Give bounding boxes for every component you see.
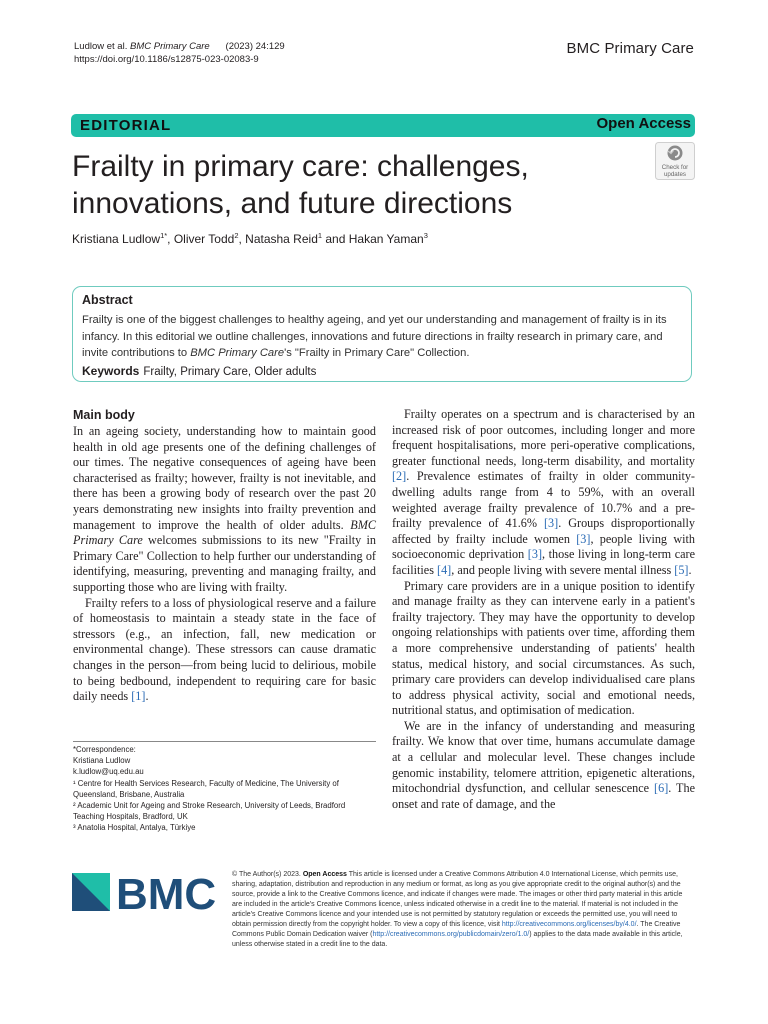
- paragraph-text: We are in the infancy of understanding and measuring frailty. We know that over time, humans accumulate damage at a cellular and molecular level. These changes include genomic instability, telomere attrition, epigenetic alterations, mitochondrial dysfunction, and cellular senescence: [392, 718, 695, 796]
- abstract-heading: Abstract: [82, 293, 133, 307]
- paragraph-text: , people living with socioeconomic deprivation: [392, 531, 695, 562]
- article-title: Frailty in primary care: challenges, innovations, and future directions: [72, 150, 529, 220]
- author-list: [72, 231, 428, 246]
- correspondence-name: Kristiana Ludlow: [73, 756, 131, 766]
- paragraph: [73, 424, 376, 596]
- license-open-access: Open Access: [302, 871, 347, 878]
- author[interactable]: [174, 232, 239, 246]
- license-url-cc0[interactable]: http://creativecommons.org/publicdomain/zero/1.0/: [372, 931, 530, 938]
- citation-link[interactable]: [3]: [544, 516, 559, 531]
- journal-italic: BMC Primary Care: [73, 517, 376, 548]
- paragraph-text: Frailty operates on a spectrum and is characterised by an increased risk of poor outcomes, including longer and more frequent hospitalisations, more peri-operative complications, greater functional needs, long-term disability, and mortality: [392, 407, 695, 468]
- citation-link[interactable]: [3]: [527, 547, 543, 562]
- affiliation-3: ³ Anatolia Hospital, Antalya, Türkiye: [73, 823, 196, 833]
- article-type-label: EDITORIAL: [80, 117, 172, 134]
- citation-journal: BMC Primary Care: [129, 41, 210, 52]
- footnotes: [73, 744, 376, 834]
- author-separator: and: [322, 232, 349, 246]
- citation-link[interactable]: [6]: [654, 781, 669, 796]
- paragraph-text: .: [145, 689, 149, 704]
- left-column: [73, 407, 376, 705]
- author-affiliation: 2: [234, 231, 239, 240]
- check-updates-line2: updates: [663, 171, 687, 178]
- license-body: This article is licensed under a Creative Commons Attribution 4.0 International License, which permits use, sharing, adaptation, distribution and reproduction in any medium or format, as long as you give appropriate credit to the original author(s) and the source, provide a link to the Creative Commons licence, and indicate if changes were made. The images or other third party material in this article are included in the article's Creative Commons licence, unless indicated otherwise in a credit line to the material. If material is not included in the article's Creative Commons licence and your intended use is not permitted by statutory regulation or exceeds the permitted use, you will need to obtain permission directly from the copyright holder. To view a copy of this licence, visit: [232, 871, 683, 928]
- affiliation-2: ² Academic Unit for Ageing and Stroke Research, University of Leeds, Bradford Teaching Hospitals, Bradford, UK: [73, 801, 346, 822]
- author-separator: ,: [238, 232, 246, 246]
- license-prefix: © The Author(s) 2023.: [232, 871, 301, 878]
- logo-text: BMC: [116, 870, 217, 916]
- paragraph: [73, 596, 376, 705]
- paragraph-text: . The onset and rate of damage, and the: [392, 781, 696, 811]
- author-name: Kristiana Ludlow: [72, 232, 161, 246]
- author-name: Oliver Todd: [173, 232, 235, 246]
- license-url-cc-by[interactable]: http://creativecommons.org/licenses/by/4.0/: [501, 921, 637, 928]
- open-access-label: Open Access: [596, 115, 691, 132]
- abstract-text: [82, 312, 682, 362]
- correspondence-email[interactable]: k.ludlow@uq.edu.au: [73, 767, 144, 777]
- paragraph-text: In an ageing society, understanding how to maintain good health in old age presents one of the defining challenges of our times. The negative consequences of ageing have been characterised as frailty; however, frailty is not inevitable, and there has been a growing body of research over the past 20 years demonstrating new insights into frailty prevention and management to improve the health of older adults.: [73, 424, 376, 532]
- author-affiliation: 3: [423, 231, 428, 240]
- author-affiliation: 1*: [160, 231, 168, 240]
- citation-link[interactable]: [2]: [392, 469, 407, 484]
- abstract-journal-italic: BMC Primary Care: [190, 347, 285, 359]
- citation-link[interactable]: [5]: [674, 562, 689, 577]
- journal-name: BMC Primary Care: [566, 40, 694, 57]
- citation-authors: Ludlow et al.: [74, 41, 128, 52]
- keywords-list: Frailty, Primary Care, Older adults: [143, 366, 317, 378]
- check-updates-line1: Check for: [661, 164, 689, 171]
- abstract-text-b: 's "Frailty in Primary Care" Collection.: [284, 347, 470, 359]
- citation-link[interactable]: [1]: [131, 689, 146, 704]
- citation-link[interactable]: [4]: [437, 562, 452, 577]
- check-for-updates-icon[interactable]: [655, 142, 695, 180]
- author-name: Natasha Reid: [245, 232, 318, 246]
- bmc-logo: [72, 870, 217, 916]
- paragraph-text: , those living in long-term care facilities: [392, 547, 696, 577]
- citation-line: [74, 40, 285, 53]
- author-separator: ,: [167, 232, 174, 246]
- keywords-label: Keywords: [82, 364, 140, 378]
- paragraph: [392, 407, 695, 579]
- author[interactable]: [72, 232, 167, 246]
- abstract-text-a: Frailty is one of the biggest challenges to healthy ageing, and yet our understanding and management of frailty is in its infancy. In this editorial we outline challenges, innovations and future directions in frailty research in primary care, and invite contributions to: [82, 314, 667, 359]
- paragraph-text: Frailty refers to a loss of physiological reserve and a failure of homeostasis to maintain a steady state in the face of stressors (e.g., an infection, fall, new medication or environmental change). These stressors can cause dramatic changes in the person—from being lucid to delirious, mobile to being bedbound, independent to requiring care for basic daily needs: [73, 595, 376, 704]
- footnote-divider: [73, 741, 376, 742]
- citation-link[interactable]: [3]: [576, 531, 591, 546]
- paragraph: [392, 719, 695, 813]
- correspondence-label: *Correspondence:: [73, 745, 136, 754]
- license-text: [232, 870, 694, 950]
- license-body: . The Creative Commons Public Domain Dedication waiver (: [232, 921, 681, 938]
- keywords: [82, 364, 316, 378]
- license-body: ) applies to the data made available in this article, unless otherwise stated in a credit line to the data.: [232, 931, 683, 948]
- author[interactable]: [349, 232, 428, 246]
- right-column: [392, 407, 695, 812]
- author-affiliation: 1: [317, 231, 323, 240]
- citation-volume: (2023) 24:129: [225, 41, 285, 52]
- paragraph-text: welcomes submissions to its new "Frailty in Primary Care" Collection to help further our understanding of identifying, measuring, preventing and managing frailty, and supporting those who are living with frailty.: [73, 533, 376, 594]
- citation-header: [74, 40, 285, 66]
- affiliation-1: ¹ Centre for Health Services Research, Faculty of Medicine, The University of Queensland, Brisbane, Australia: [73, 778, 339, 799]
- paragraph-text: , and people living with severe mental illness: [451, 562, 675, 577]
- section-heading-main-body: Main body: [73, 408, 135, 422]
- paragraph-text: . Groups disproportionally affected by frailty include women: [392, 516, 696, 546]
- author[interactable]: [245, 232, 322, 246]
- paragraph-text: . Prevalence estimates of frailty in older community-dwelling adults range from 4 to 59%, with an overall weighted average frailty prevalence of 10.7% and a pre-frailty prevalence of 41.6%: [392, 469, 695, 531]
- paragraph-text: .: [688, 562, 692, 577]
- paragraph: Primary care providers are in a unique position to identify and manage frailty as they can intervene early in a patient's frailty trajectory. They may have the opportunity to develop ongoing relationships with patients over time, affording them a more comprehensive understanding of patients' health status, medical history, and social circumstances. As such, primary care providers can develop individualised care plans to address physical activity, social and emotional needs, nutritional status, and optimisation of medication.: [392, 578, 695, 718]
- doi-link[interactable]: https://doi.org/10.1186/s12875-023-02083-9: [74, 54, 259, 65]
- author-name: Hakan Yaman: [348, 232, 424, 246]
